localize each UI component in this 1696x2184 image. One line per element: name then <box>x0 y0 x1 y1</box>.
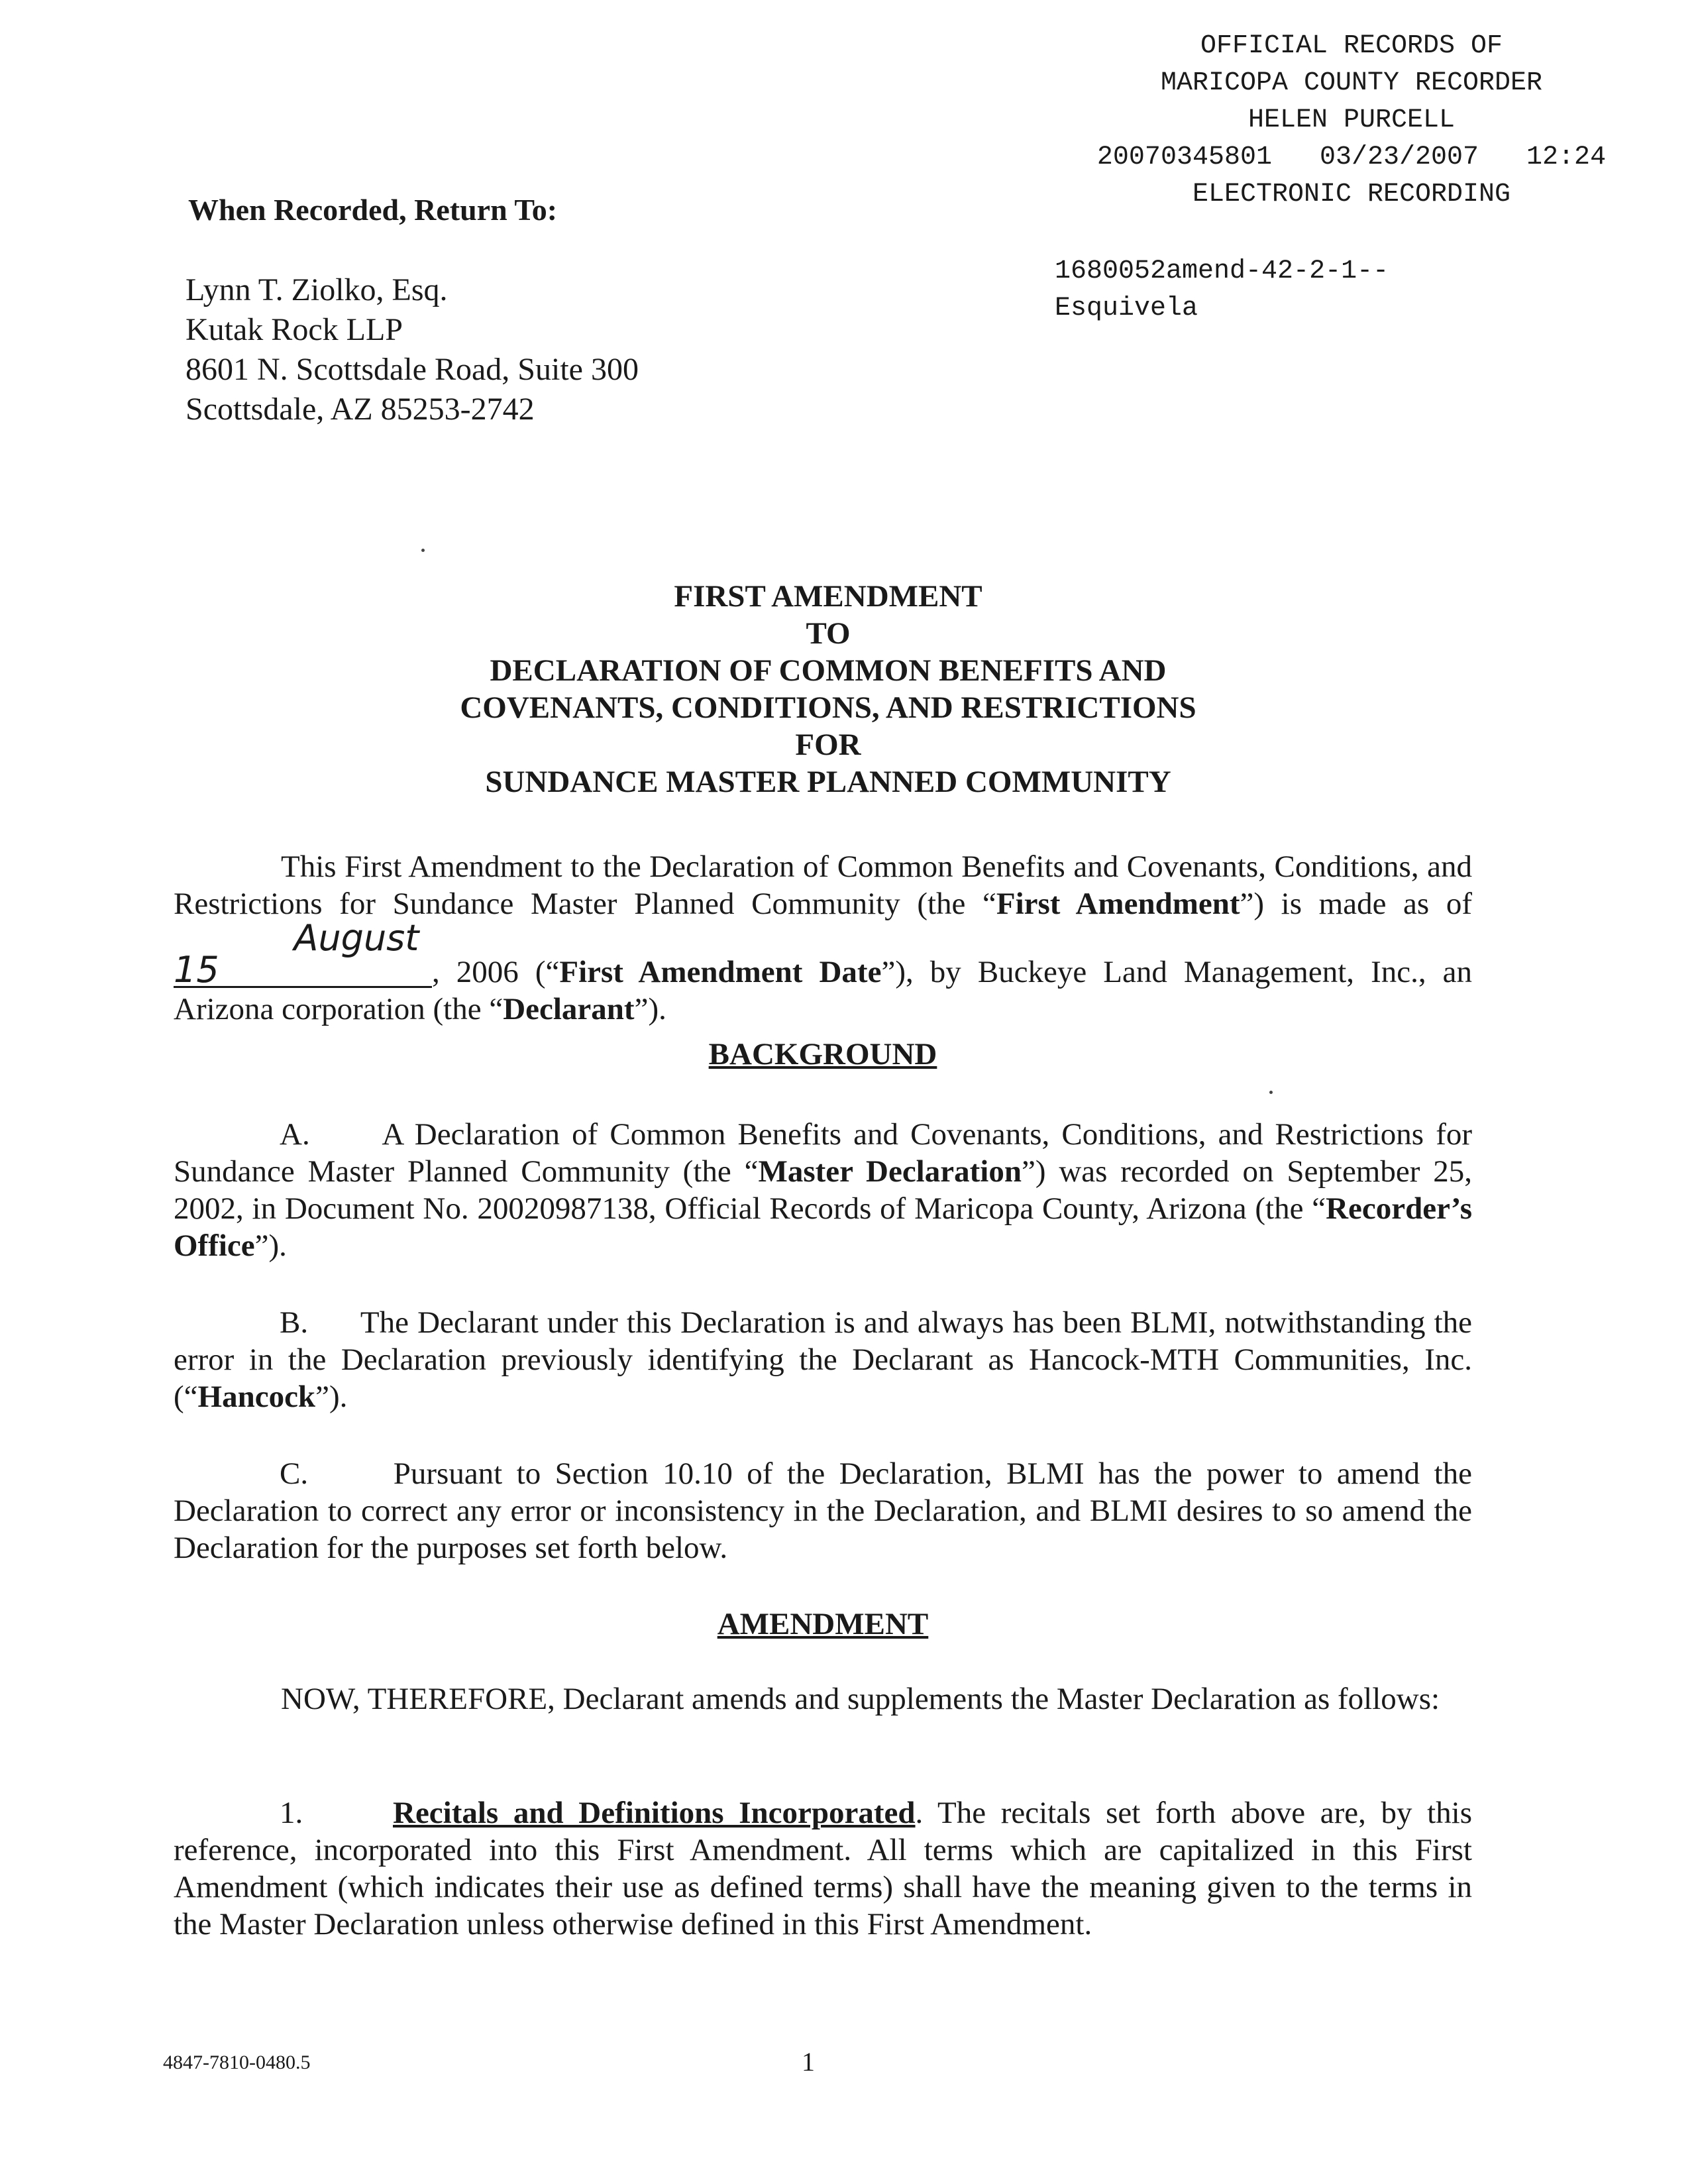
title-line-6: SUNDANCE MASTER PLANNED COMMUNITY <box>485 765 1171 799</box>
recital-c-label: C. <box>280 1456 309 1491</box>
intro-text: ”). <box>634 992 666 1026</box>
recital-c <box>174 1455 1472 1566</box>
recital-b-text: ”). <box>315 1380 348 1414</box>
record-time: 12:24 <box>1526 142 1607 172</box>
now-therefore-paragraph: NOW, THEREFORE, Declarant amends and supplements the Master Declaration as follows: <box>281 1682 1440 1716</box>
section-1-heading: Recitals and Definitions Incorporated <box>393 1796 916 1830</box>
recital-b-text: The Declarant under this Declaration is and always has been BLMI, notwithstanding the error in the Declaration previously identifying the Declarant as Hancock-MTH Communities, Inc. (“ <box>174 1305 1472 1414</box>
handwritten-date: August 15 <box>174 922 432 988</box>
recorder-line-2: MARICOPA COUNTY RECORDER <box>1160 68 1543 98</box>
title-line-5: FOR <box>795 728 861 762</box>
intro-text: ”), by Buckeye Land Management, Inc., an Arizona corporation (the “ <box>174 955 1472 1026</box>
record-number: 20070345801 <box>1096 142 1272 172</box>
intro-text: ”) is made as of <box>1240 887 1472 921</box>
background-heading: BACKGROUND <box>708 1037 937 1071</box>
recorder-line-1: OFFICIAL RECORDS OF <box>1200 31 1503 61</box>
recital-a-label: A. <box>280 1117 310 1152</box>
return-firm: Kutak Rock LLP <box>186 312 403 347</box>
defined-term-first-amendment: First Amendment <box>996 887 1240 921</box>
recital-a-text: ”). <box>254 1228 287 1263</box>
document-code-line-2: Esquivela <box>1055 294 1198 323</box>
section-1-label: 1. <box>280 1796 303 1830</box>
title-line-4: COVENANTS, CONDITIONS, AND RESTRICTIONS <box>460 690 1196 725</box>
intro-paragraph <box>174 848 1472 1028</box>
recorder-line-3: HELEN PURCELL <box>1247 105 1456 135</box>
return-street: 8601 N. Scottsdale Road, Suite 300 <box>186 352 639 387</box>
section-1-text: . The recitals set forth above are, by this reference, incorporated into this First Amendment. All terms which are capitalized in this First Amendment (which indicates their use as defined terms) shall have the meaning given to the terms in the Master Declaration unless otherwise defined in this First Amendment. <box>174 1796 1473 1941</box>
return-address <box>186 270 639 429</box>
recorder-record-line <box>1047 139 1656 176</box>
title-line-3: DECLARATION OF COMMON BENEFITS AND <box>490 653 1167 688</box>
amendment-heading: AMENDMENT <box>717 1607 929 1641</box>
scan-speck <box>421 549 425 552</box>
title-line-2: TO <box>806 616 851 651</box>
recital-a <box>174 1116 1472 1264</box>
intro-text: This First Amendment to the Declaration of Common Benefits and Covenants, Conditions, and Restrictions for Sundance Master Planned Community (the “ <box>174 849 1472 921</box>
intro-text: , 2006 (“ <box>432 955 560 989</box>
defined-term-recorders-office: Recorder’s Office <box>174 1191 1472 1263</box>
return-to-heading: When Recorded, Return To: <box>188 193 558 227</box>
defined-term-master-declaration: Master Declaration <box>758 1154 1022 1189</box>
title-line-1: FIRST AMENDMENT <box>674 579 982 614</box>
section-1 <box>174 1794 1472 1943</box>
document-title <box>252 578 1404 800</box>
recital-b <box>174 1304 1472 1415</box>
document-code <box>1055 253 1389 327</box>
defined-term-declarant: Declarant <box>503 992 635 1026</box>
page-number: 1 <box>802 2047 815 2077</box>
footer-document-number: 4847-7810-0480.5 <box>163 2051 311 2073</box>
return-name: Lynn T. Ziolko, Esq. <box>186 272 448 307</box>
document-code-line-1: 1680052amend-42-2-1-- <box>1055 256 1389 286</box>
recital-b-label: B. <box>280 1305 309 1340</box>
recital-a-text: A Declaration of Common Benefits and Covenants, Conditions, and Restrictions for Sundance Master Planned Community (the “ <box>174 1117 1472 1189</box>
scan-speck <box>1269 1091 1273 1094</box>
recital-a-text: ”) was recorded on September 25, 2002, in Document No. 20020987138, Official Records of Maricopa County, Arizona (the “ <box>174 1154 1472 1226</box>
defined-term-first-amendment-date: First Amendment Date <box>559 955 882 989</box>
defined-term-hancock: Hancock <box>197 1380 316 1414</box>
recital-c-text: Pursuant to Section 10.10 of the Declaration, BLMI has the power to amend the Declaration to correct any error or inconsistency in the Declaration, and BLMI desires to so amend the Declaration for the purposes set forth below. <box>174 1456 1472 1565</box>
recorder-stamp <box>1047 28 1656 213</box>
record-date: 03/23/2007 <box>1319 142 1479 172</box>
recorder-line-5: ELECTRONIC RECORDING <box>1192 180 1511 209</box>
return-city: Scottsdale, AZ 85253-2742 <box>186 392 535 427</box>
